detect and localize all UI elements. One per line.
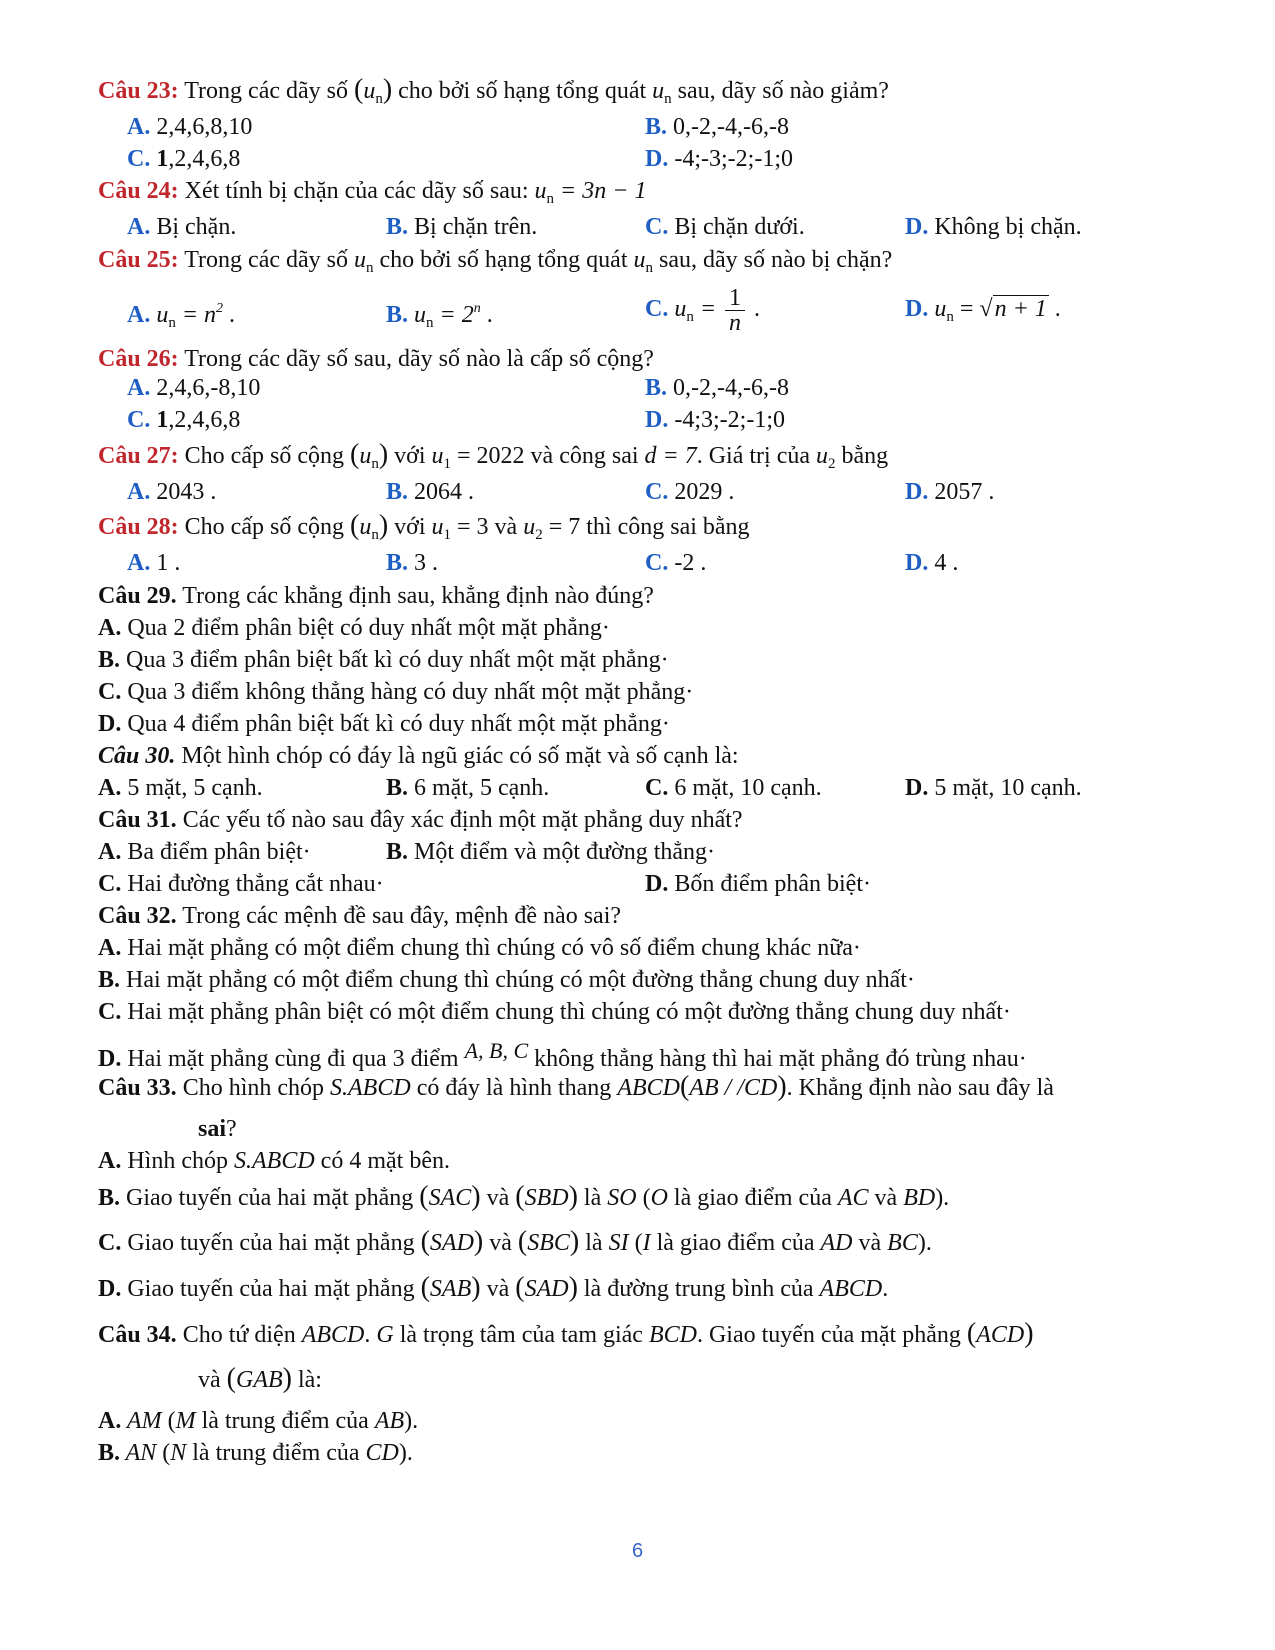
question-31: Câu 31. Các yếu tố nào sau đây xác định một mặt phẳng duy nhất? <box>98 807 743 833</box>
q30-option-d: D. 5 mặt, 10 cạnh. <box>905 775 1082 801</box>
question-29: Câu 29. Trong các khẳng định sau, khẳng định nào đúng? <box>98 583 654 609</box>
q33-option-b: B. Giao tuyến của hai mặt phẳng (SAC) và (SBD) là SO (O là giao điểm của AC và BD). <box>98 1181 950 1212</box>
q31-option-d: D. Bốn điểm phân biệt· <box>645 871 871 897</box>
question-30: Câu 30. Một hình chóp có đáy là ngũ giác có số mặt và số cạnh là: <box>98 743 739 769</box>
q32-option-b: B. Hai mặt phẳng có một điểm chung thì chúng có một đường thẳng chung duy nhất· <box>98 967 915 993</box>
question-33-cont: sai? <box>198 1116 237 1142</box>
question-25: Câu 25: Trong các dãy số $u_n$ cho bởi số hạng tổng quát $u_n$ sau, dãy số nào bị chặn? <box>98 247 893 276</box>
q26-option-b: B. 0,-2,-4,-6,-8 <box>645 375 789 401</box>
q29-option-d: D. Qua 4 điểm phân biệt bất kì có duy nhất một mặt phẳng· <box>98 711 670 737</box>
q28-option-a: A. 1 . <box>127 550 181 576</box>
q24-option-a: A. Bị chặn. <box>127 214 237 240</box>
q23-option-c: C. 1,2,4,6,8 <box>127 146 241 172</box>
q33-option-c: C. Giao tuyến của hai mặt phẳng (SAD) và (SBC) là SI (I là giao điểm của AD và BC). <box>98 1226 932 1257</box>
question-33: Câu 33. Cho hình chóp S.ABCD có đáy là hình thang ABCD(AB / /CD). Khẳng định nào sau đây là <box>98 1071 1054 1102</box>
q26-option-d: D. -4;3;-2;-1;0 <box>645 407 785 433</box>
q27-option-d: D. 2057 . <box>905 479 995 505</box>
question-24: Câu 24: Xét tính bị chặn của các dãy số sau: $u_n = 3n - 1$ <box>98 178 647 207</box>
question-26: Câu 26: Trong các dãy số sau, dãy số nào là cấp số cộng? <box>98 346 654 372</box>
question-27: Câu 27: Cho cấp số cộng $(u_n)$ với $u_1 = 2022$ và công sai d = 7. Giá trị của $u_2$ bằng <box>98 439 889 472</box>
q28-option-b: B. 3 . <box>386 550 439 576</box>
q31-option-c: C. Hai đường thẳng cắt nhau· <box>98 871 384 897</box>
question-34-cont: và (GAB) là: <box>198 1363 322 1394</box>
q25-option-b: B. $u_n = 2^n$ . <box>386 301 493 331</box>
q29-option-c: C. Qua 3 điểm không thẳng hàng có duy nhất một mặt phẳng· <box>98 679 694 705</box>
q24-option-c: C. Bị chặn dưới. <box>645 214 805 240</box>
q32-option-c: C. Hai mặt phẳng phân biệt có một điểm chung thì chúng có một đường thẳng chung duy nhất· <box>98 999 1011 1025</box>
q27-option-c: C. 2029 . <box>645 479 735 505</box>
q29-option-a: A. Qua 2 điểm phân biệt có duy nhất một mặt phẳng· <box>98 615 610 641</box>
q24-option-b: B. Bị chặn trên. <box>386 214 538 240</box>
q32-option-d: D. Hai mặt phẳng cùng đi qua 3 điểm A, B, C không thẳng hàng thì hai mặt phẳng đó trùng nhau· <box>98 1038 1027 1072</box>
q26-option-c: C. 1,2,4,6,8 <box>127 407 241 433</box>
q34-option-b: B. AN (N là trung điểm của CD). <box>98 1440 413 1466</box>
question-23: Câu 23: Trong các dãy số $(u_n)$ cho bởi số hạng tổng quát $u_n$ sau, dãy số nào giảm? <box>98 74 889 107</box>
q25-option-c: C. $u_n$ = $\frac{1}{n}$ . <box>645 284 761 336</box>
q24-option-d: D. Không bị chặn. <box>905 214 1082 240</box>
q23-option-a: A. 2,4,6,8,10 <box>127 114 253 140</box>
q25-option-d: D. $u_n = √n + 1$ . <box>905 296 1061 325</box>
q25-option-a: A. $u_n = n^2$ . <box>127 301 236 331</box>
question-number: Câu 23: <box>98 78 179 104</box>
q32-option-a: A. Hai mặt phẳng có một điểm chung thì chúng có vô số điểm chung khác nữa· <box>98 935 861 961</box>
q31-option-a: A. Ba điểm phân biệt· <box>98 839 311 865</box>
page-number: 6 <box>631 1540 644 1562</box>
q30-option-b: B. 6 mặt, 5 cạnh. <box>386 775 550 801</box>
q31-option-b: B. Một điểm và một đường thẳng· <box>386 839 716 865</box>
q33-option-a: A. Hình chóp S.ABCD có 4 mặt bên. <box>98 1148 450 1174</box>
q23-option-b: B. 0,-2,-4,-6,-8 <box>645 114 789 140</box>
q27-option-b: B. 2064 . <box>386 479 475 505</box>
q28-option-c: C. -2 . <box>645 550 707 576</box>
question-32: Câu 32. Trong các mệnh đề sau đây, mệnh đề nào sai? <box>98 903 622 929</box>
q34-option-a: A. AM (M là trung điểm của AB). <box>98 1408 419 1434</box>
q30-option-c: C. 6 mặt, 10 cạnh. <box>645 775 822 801</box>
q28-option-d: D. 4 . <box>905 550 959 576</box>
q23-option-d: D. -4;-3;-2;-1;0 <box>645 146 793 172</box>
question-34: Câu 34. Cho tứ diện ABCD. G là trọng tâm của tam giác BCD. Giao tuyến của mặt phẳng (ACD) <box>98 1318 1034 1349</box>
q30-option-a: A. 5 mặt, 5 cạnh. <box>98 775 263 801</box>
q33-option-d: D. Giao tuyến của hai mặt phẳng (SAB) và (SAD) là đường trung bình của ABCD. <box>98 1272 889 1303</box>
question-28: Câu 28: Cho cấp số cộng $(u_n)$ với $u_1 = 3$ và $u_2 = 7$ thì công sai bằng <box>98 510 750 543</box>
q27-option-a: A. 2043 . <box>127 479 217 505</box>
q26-option-a: A. 2,4,6,-8,10 <box>127 375 261 401</box>
fraction: $\frac{1}{n}$ <box>725 286 745 335</box>
q29-option-b: B. Qua 3 điểm phân biệt bất kì có duy nhất một mặt phẳng· <box>98 647 669 673</box>
